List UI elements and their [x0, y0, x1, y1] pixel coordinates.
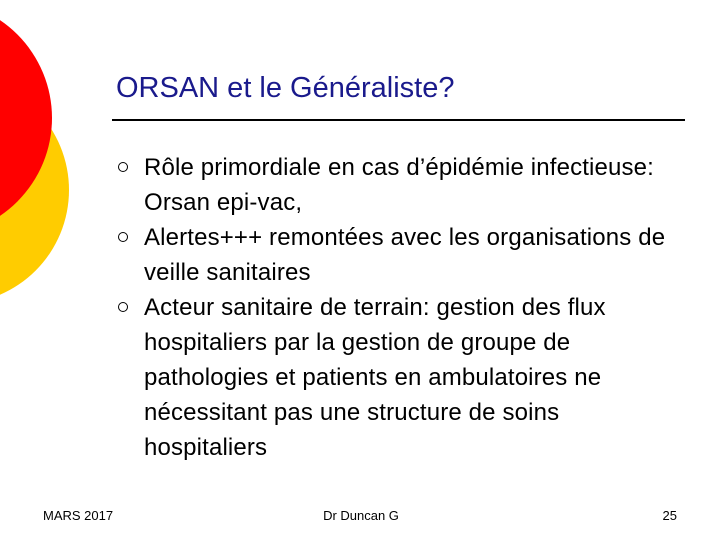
- bullet-circle-icon: [118, 162, 128, 172]
- bullet-circle-icon: [118, 302, 128, 312]
- page-number: 25: [662, 508, 677, 523]
- decorative-circles: [0, 0, 120, 320]
- bullet-item: [118, 220, 688, 290]
- bullet-item: [118, 150, 688, 220]
- footer-date: MARS 2017: [43, 508, 114, 523]
- bullet-list: [118, 150, 688, 465]
- title-underline: [112, 119, 685, 121]
- bullet-text: Rôle primordiale en cas d’épidémie infectieuse: Orsan epi-vac,: [144, 154, 654, 216]
- bullet-item: [118, 290, 688, 465]
- bullet-circle-icon: [118, 232, 128, 242]
- bullet-text: Alertes+++ remontées avec les organisations de veille sanitaires: [144, 224, 666, 286]
- bullet-text: Acteur sanitaire de terrain: gestion des flux hospitaliers par la gestion de groupe de pathologies et patients en ambulatoires ne nécessitant pas une structure de soins hospitaliers: [144, 294, 606, 461]
- footer-author: Dr Duncan G: [323, 508, 399, 523]
- slide-title: ORSAN et le Généraliste?: [116, 72, 455, 104]
